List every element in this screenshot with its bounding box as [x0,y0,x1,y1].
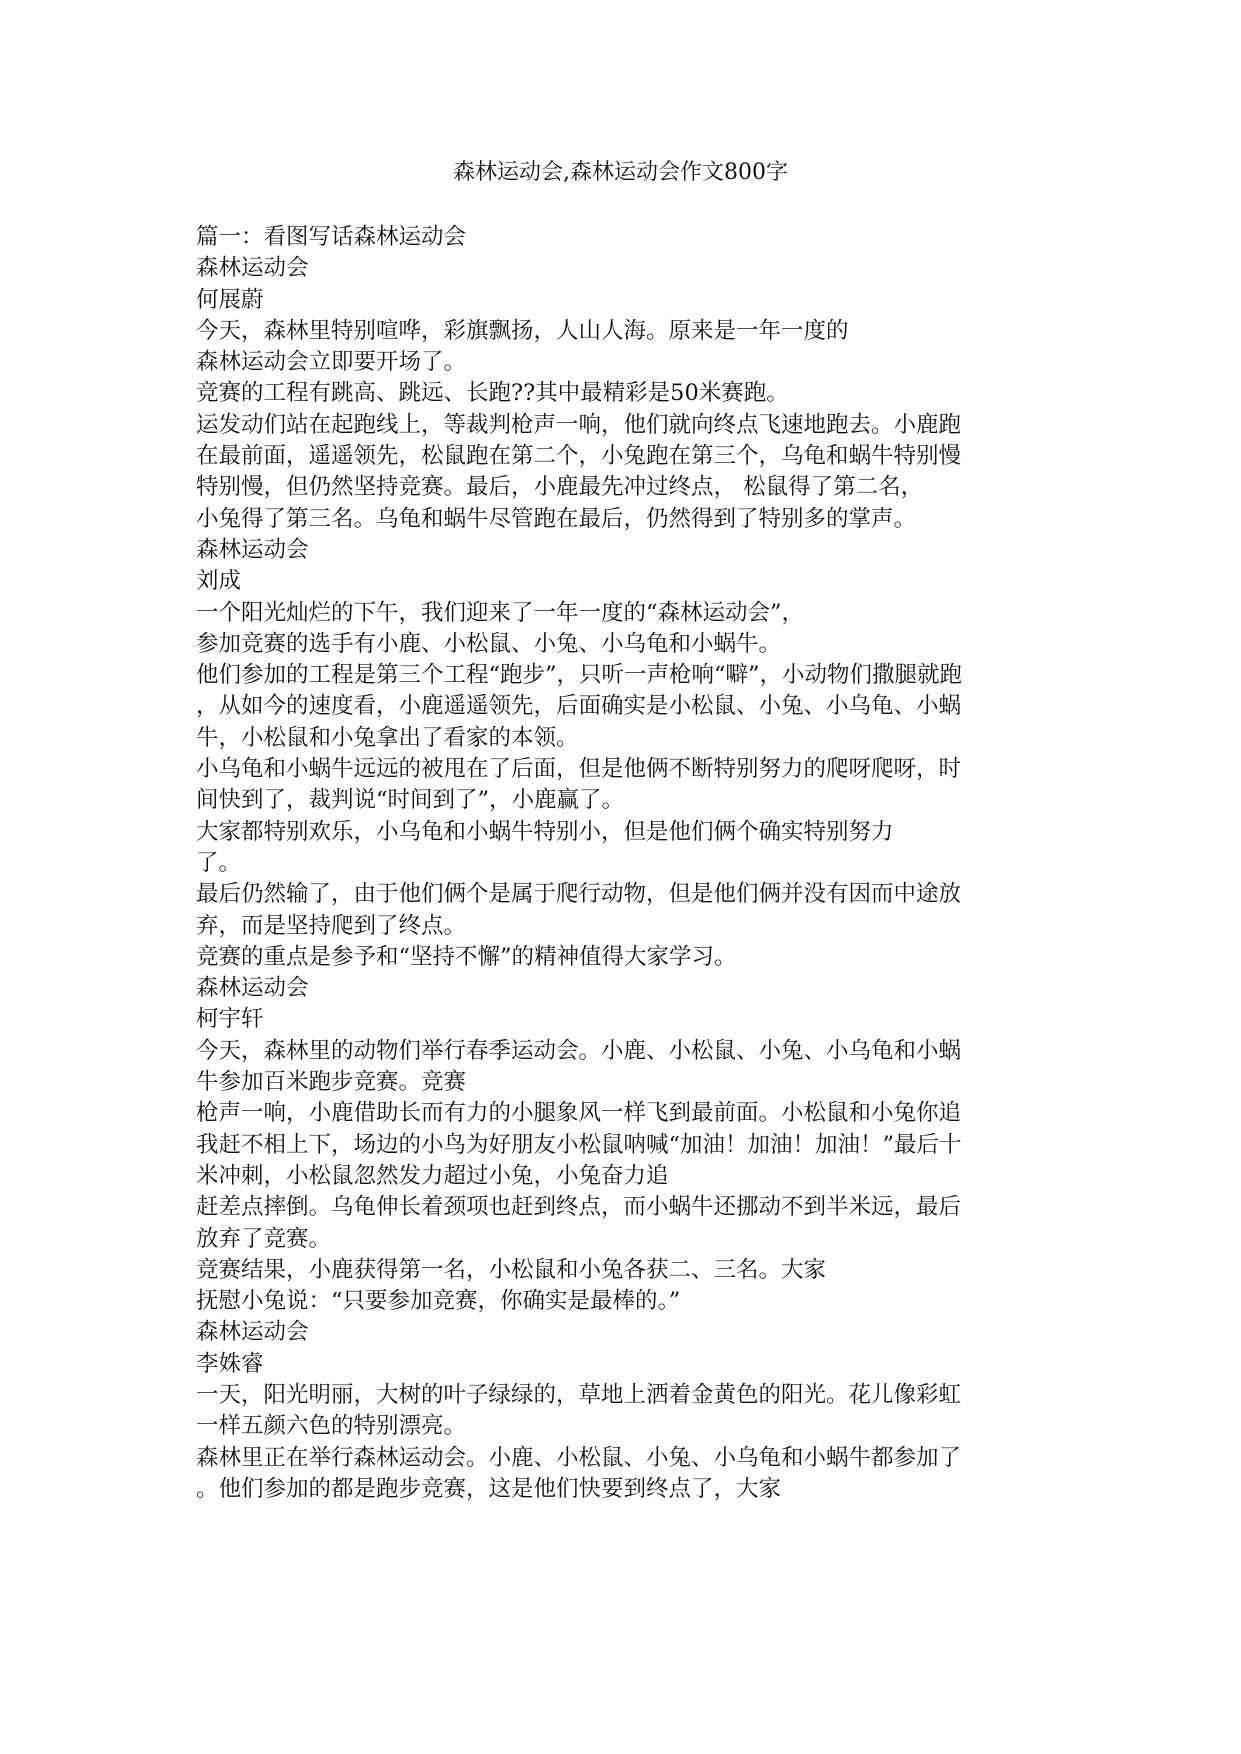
text-line: 运发动们站在起跑线上，等裁判枪声一响，他们就向终点飞速地跑去。小鹿跑 [196,411,962,438]
text-line: 参加竞赛的选手有小鹿、小松鼠、小兔、小乌龟和小蜗牛。 [196,630,782,657]
text-line: 森林运动会 [196,255,309,282]
text-line: 森林运动会 [196,975,309,1002]
text-line: 弃，而是坚持爬到了终点。 [196,912,467,939]
text-line: 森林里正在举行森林运动会。小鹿、小松鼠、小兔、小乌龟和小蜗牛都参加了 [196,1444,962,1471]
text-line: 大家都特别欢乐，小乌龟和小蜗牛特别小，但是他们俩个确实特别努力 [196,818,894,845]
text-line: 他们参加的工程是第三个工程“跑步”，只听一声枪响“噼”，小动物们撒腿就跑 [196,662,963,689]
text-line: 竞赛结果，小鹿获得第一名，小松鼠和小兔各获二、三名。大家 [196,1256,827,1283]
text-line: 篇一：看图写话森林运动会 [196,224,467,250]
text-line: 在最前面，遥遥领先，松鼠跑在第二个，小兔跑在第三个，乌龟和蜗牛特别慢 [196,443,962,470]
text-line: 小兔得了第三名。乌龟和蜗牛尽管跑在最后，仍然得到了特别多的掌声。 [196,505,917,532]
text-line: 间快到了，裁判说“时间到了”，小鹿赢了。 [196,787,625,814]
text-line: 最后仍然输了，由于他们俩个是属于爬行动物，但是他们俩并没有因而中途放 [196,881,962,908]
text-line: 小乌龟和小蜗牛远远的被甩在了后面，但是他俩不断特别努力的爬呀爬呀，时 [196,756,962,783]
text-line: 了。 [196,849,242,876]
text-line: 刘成 [196,568,242,595]
text-line: 何展蔚 [196,286,264,313]
text-line: 一天，阳光明丽，大树的叶子绿绿的，草地上洒着金黄色的阳光。花儿像彩虹 [196,1381,962,1408]
text-line: 一样五颜六色的特别漂亮。 [196,1413,467,1440]
text-line: 今天，森林里的动物们举行春季运动会。小鹿、小松鼠、小兔、小乌龟和小蜗 [196,1037,962,1064]
text-line: 。他们参加的都是跑步竞赛，这是他们快要到终点了，大家 [196,1475,782,1502]
text-line: 森林运动会 [196,536,309,563]
text-line: 李姝睿 [196,1350,264,1377]
text-line: 森林运动会 [196,1319,309,1346]
text-line: 放弃了竞赛。 [196,1225,332,1252]
text-line: 今天，森林里特别喧哗，彩旗飘扬，人山人海。原来是一年一度的 [196,317,849,344]
document-body [196,222,1056,1505]
text-line: 森林运动会立即要开场了。 [196,349,467,376]
text-line: 抚慰小兔说：“只要参加竞赛，你确实是最棒的。” [196,1288,681,1315]
text-line: 竞赛的工程有跳高、跳远、长跑??其中最精彩是50米赛跑。 [196,380,789,407]
text-line: 我赶不相上下，场边的小鸟为好朋友小松鼠呐喊“加油！加油！加油！”最后十 [196,1131,962,1158]
text-line: 竞赛的重点是参予和“坚持不懈”的精神值得大家学习。 [196,943,737,970]
text-line: 柯宇轩 [196,1006,264,1033]
text-line: ，从如今的速度看，小鹿遥遥领先，后面确实是小松鼠、小兔、小乌龟、小蜗 [196,693,962,720]
text-line: 牛，小松鼠和小兔拿出了看家的本领。 [196,724,579,751]
text-line: 赶差点摔倒。乌龟伸长着颈项也赶到终点，而小蜗牛还挪动不到半米远，最后 [196,1194,962,1221]
text-line: 一个阳光灿烂的下午，我们迎来了一年一度的“森林运动会”， [196,599,805,626]
document-title: 森林运动会,森林运动会作文800字 [453,160,788,185]
text-line: 枪声一响，小鹿借助长而有力的小腿象风一样飞到最前面。小松鼠和小兔你追 [196,1100,962,1127]
text-line: 牛参加百米跑步竞赛。竞赛 [196,1069,467,1096]
text-line: 特别慢，但仍然坚持竞赛。最后，小鹿最先冲过终点， 松鼠得了第二名， [196,474,924,501]
text-line: 米冲刺，小松鼠忽然发力超过小兔，小兔奋力追 [196,1162,669,1189]
